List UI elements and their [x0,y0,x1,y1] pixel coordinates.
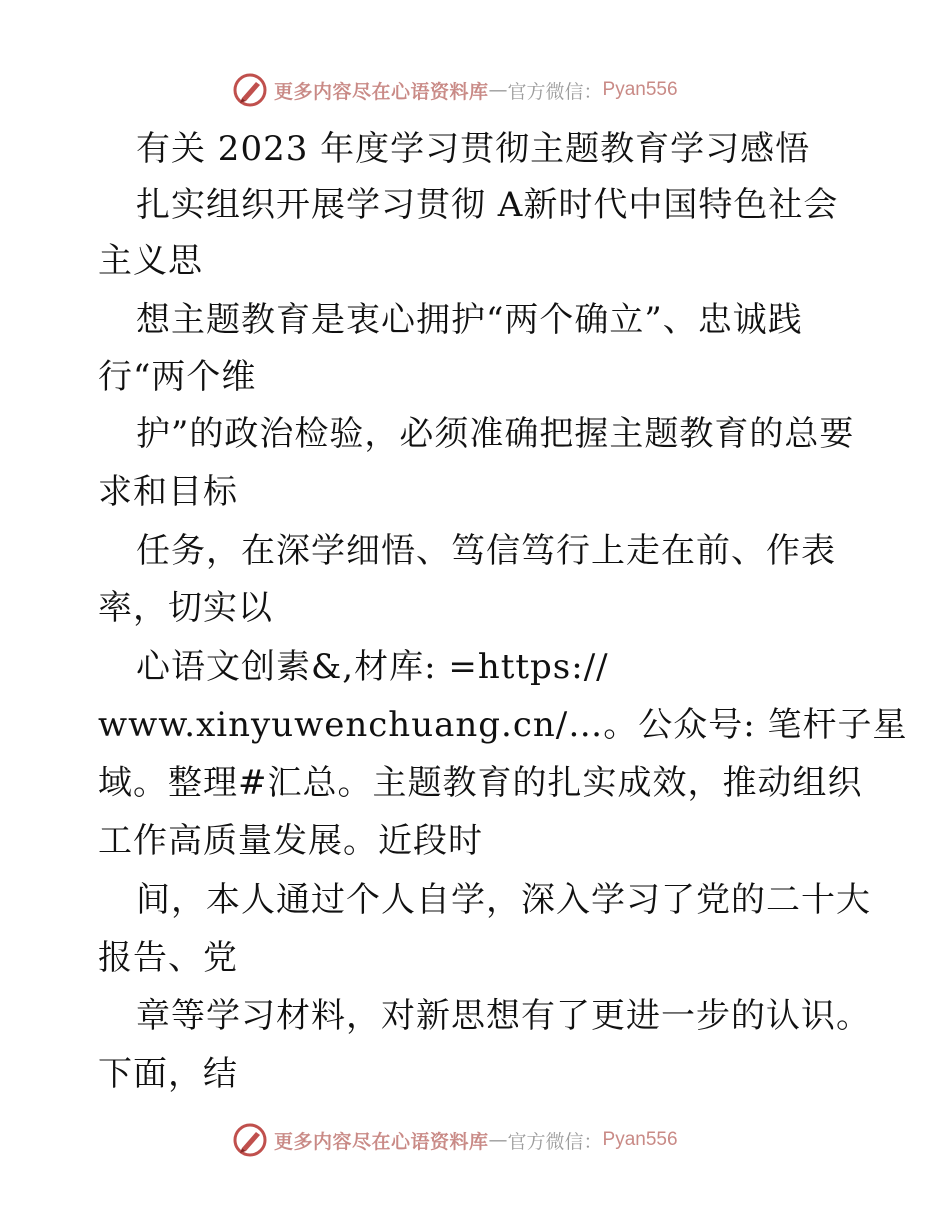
text-line: 章等学习材料，对新思想有了更进一步的认识。 [136,996,871,1036]
banner-text: 更多内容尽在心语资料库 [274,1130,489,1153]
banner-text: 更多内容尽在心语资料库 [274,80,489,103]
text-line: 率，切实以 [98,588,273,628]
header-watermark-banner [232,70,712,110]
banner-separator: — [488,79,508,101]
text-line: 行“两个维 [98,357,257,397]
document-title: 有关 2023 年度学习贯彻主题教育学习感悟 [136,129,811,169]
text-line: 主义思 [98,241,203,281]
text-line: 求和目标 [98,472,238,512]
banner-wechat-id: Pyan556 [602,79,678,100]
footer-watermark-banner [232,1120,712,1160]
banner-wechat-label: 官方微信： [507,80,603,103]
pen-logo-icon [232,72,268,108]
banner-wechat-label: 官方微信： [507,1130,603,1153]
text-line: 报告、党 [98,938,238,978]
text-line: 任务，在深学细悟、笃信笃行上走在前、作表 [136,531,836,571]
text-line: 扎实组织开展学习贯彻 A新时代中国特色社会 [136,185,839,225]
banner-separator: — [488,1129,508,1151]
text-line: 心语文创素&,材库: =https:// [136,647,609,687]
text-line: www.xinyuwenchuang.cn/…。公众号: 笔杆子星 [98,705,908,745]
text-line: 域。整理#汇总。主题教育的扎实成效，推动组织 [98,763,863,803]
text-line: 下面，结 [98,1054,238,1094]
pen-logo-icon [232,1122,268,1158]
banner-wechat-id: Pyan556 [602,1129,678,1150]
text-line: 间，本人通过个人自学，深入学习了党的二十大 [136,880,871,920]
text-line: 想主题教育是衷心拥护“两个确立”、忠诚践 [136,300,803,340]
text-line: 工作高质量发展。近段时 [98,821,483,861]
text-line: 护”的政治检验，必须准确把握主题教育的总要 [136,414,855,454]
